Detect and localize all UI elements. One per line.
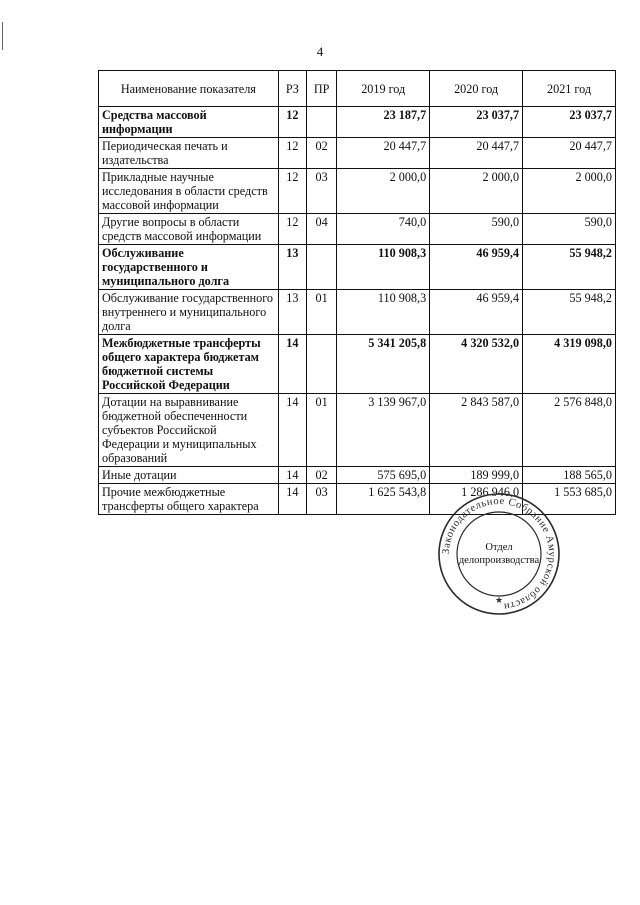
- row-rz: 12: [278, 169, 306, 214]
- row-rz: 12: [278, 214, 306, 245]
- row-2020: 4 320 532,0: [430, 335, 523, 394]
- row-pr: 02: [307, 138, 337, 169]
- row-pr: [307, 107, 337, 138]
- stamp-center: [436, 491, 562, 617]
- table-row: [99, 107, 616, 138]
- stamp-star: ★: [494, 595, 504, 605]
- table-row: [99, 245, 616, 290]
- row-rz: 14: [278, 484, 306, 515]
- row-name: Обслуживание государственного внутреннего и муниципального долга: [99, 290, 279, 335]
- header-name: Наименование показателя: [99, 71, 279, 107]
- row-2019: 110 908,3: [337, 245, 430, 290]
- row-name: Иные дотации: [99, 467, 279, 484]
- row-rz: 14: [278, 467, 306, 484]
- row-rz: 13: [278, 245, 306, 290]
- row-name: Другие вопросы в области средств массовой информации: [99, 214, 279, 245]
- row-pr: [307, 335, 337, 394]
- row-name: Обслуживание государственного и муниципального долга: [99, 245, 279, 290]
- table-header-row: [99, 71, 616, 107]
- row-rz: 14: [278, 394, 306, 467]
- table-row: [99, 467, 616, 484]
- stamp-ring-text: Законодательное Собрание Амурской области: [440, 495, 558, 612]
- row-2020: 20 447,7: [430, 138, 523, 169]
- budget-table: [98, 70, 616, 515]
- row-2021: 55 948,2: [523, 245, 616, 290]
- row-name: Периодическая печать и издательства: [99, 138, 279, 169]
- table-row: [99, 394, 616, 467]
- row-2019: 1 625 543,8: [337, 484, 430, 515]
- row-2019: 5 341 205,8: [337, 335, 430, 394]
- table-row: [99, 290, 616, 335]
- row-2021: 23 037,7: [523, 107, 616, 138]
- table-row: [99, 138, 616, 169]
- header-pr: ПР: [307, 71, 337, 107]
- row-2021: 4 319 098,0: [523, 335, 616, 394]
- row-rz: 14: [278, 335, 306, 394]
- row-2019: 110 908,3: [337, 290, 430, 335]
- table-row: [99, 214, 616, 245]
- row-rz: 12: [278, 138, 306, 169]
- row-pr: 03: [307, 484, 337, 515]
- row-2021: 590,0: [523, 214, 616, 245]
- row-pr: 01: [307, 394, 337, 467]
- row-name: Межбюджетные трансферты общего характера бюджетам бюджетной системы Российской Федерации: [99, 335, 279, 394]
- row-2019: 2 000,0: [337, 169, 430, 214]
- row-2020: 23 037,7: [430, 107, 523, 138]
- row-rz: 13: [278, 290, 306, 335]
- row-2020: 1 286 946,0: [430, 484, 523, 515]
- row-2021: 2 576 848,0: [523, 394, 616, 467]
- row-2021: 20 447,7: [523, 138, 616, 169]
- row-2020: 46 959,4: [430, 245, 523, 290]
- row-pr: 02: [307, 467, 337, 484]
- header-2019: 2019 год: [337, 71, 430, 107]
- page-number: 4: [316, 44, 324, 59]
- row-rz: 12: [278, 107, 306, 138]
- table-row: [99, 169, 616, 214]
- row-2021: 1 553 685,0: [523, 484, 616, 515]
- office-stamp: [436, 491, 562, 617]
- header-rz: РЗ: [278, 71, 306, 107]
- row-2020: 2 000,0: [430, 169, 523, 214]
- row-name: Средства массовой информации: [99, 107, 279, 138]
- row-pr: 03: [307, 169, 337, 214]
- stamp-center-line2: делопроизводства: [458, 555, 540, 566]
- row-name: Прикладные научные исследования в области средств массовой информации: [99, 169, 279, 214]
- row-2021: 55 948,2: [523, 290, 616, 335]
- row-2019: 575 695,0: [337, 467, 430, 484]
- row-2021: 188 565,0: [523, 467, 616, 484]
- row-pr: 01: [307, 290, 337, 335]
- table-row: [99, 335, 616, 394]
- row-pr: 04: [307, 214, 337, 245]
- row-2020: 590,0: [430, 214, 523, 245]
- row-2019: 3 139 967,0: [337, 394, 430, 467]
- header-2021: 2021 год: [523, 71, 616, 107]
- row-2019: 23 187,7: [337, 107, 430, 138]
- row-2019: 20 447,7: [337, 138, 430, 169]
- row-2019: 740,0: [337, 214, 430, 245]
- row-pr: [307, 245, 337, 290]
- header-2020: 2020 год: [430, 71, 523, 107]
- stamp-center-line1: Отдел: [485, 542, 513, 553]
- row-2021: 2 000,0: [523, 169, 616, 214]
- row-2020: 2 843 587,0: [430, 394, 523, 467]
- row-name: Дотации на выравнивание бюджетной обеспеченности субъектов Российской Федерации и муниципальных образований: [99, 394, 279, 467]
- row-name: Прочие межбюджетные трансферты общего характера: [99, 484, 279, 515]
- row-2020: 189 999,0: [430, 467, 523, 484]
- row-2020: 46 959,4: [430, 290, 523, 335]
